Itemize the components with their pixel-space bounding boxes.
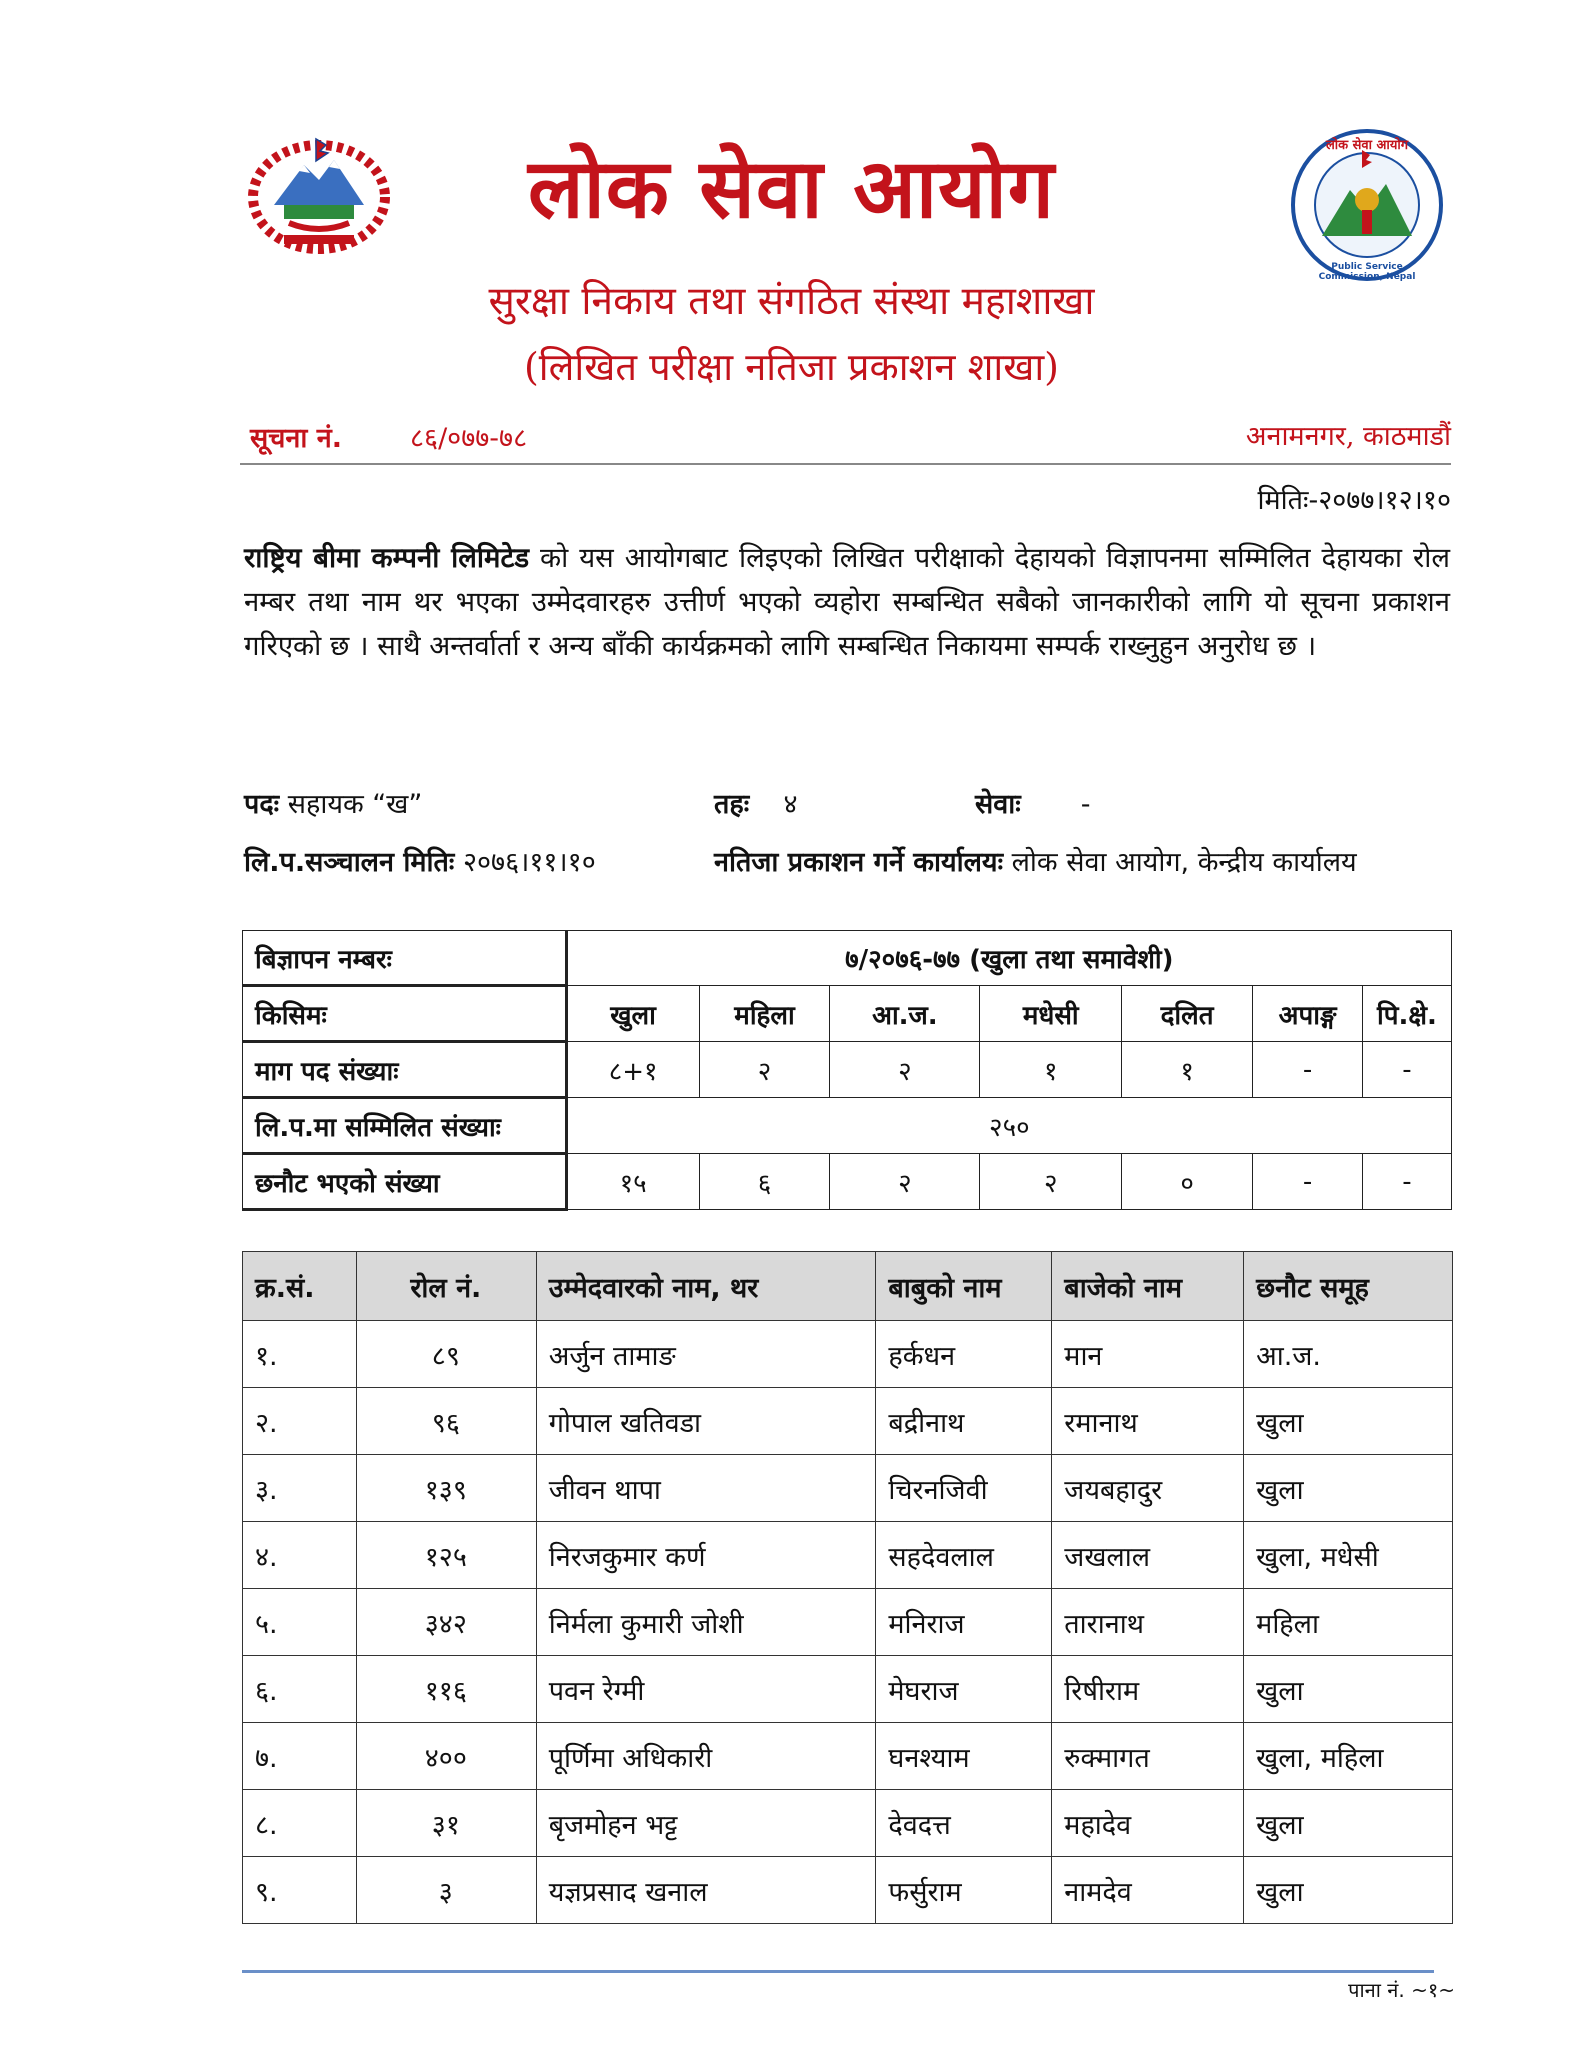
results-table: [242, 1251, 1453, 1924]
notice-paragraph: [244, 536, 1450, 668]
cell-roll: १२५: [356, 1522, 536, 1589]
included-label: लि.प.मा सम्मिलित संख्याः: [243, 1098, 567, 1154]
cell-grandfather: मान: [1052, 1321, 1244, 1388]
selected-cell: १५: [566, 1154, 699, 1210]
cell-father: फर्सुराम: [876, 1857, 1052, 1924]
col-grandfather: बाजेको नाम: [1052, 1252, 1244, 1321]
page-number: पाना नं. ~१~: [1348, 1978, 1455, 2002]
cell-name: निर्मला कुमारी जोशी: [536, 1589, 876, 1656]
cell-roll: ९६: [356, 1388, 536, 1455]
selected-cell: ६: [699, 1154, 830, 1210]
cell-group: महिला: [1244, 1589, 1453, 1656]
table-row: [243, 1321, 1453, 1388]
exam-date-label: लि.प.सञ्चालन मितिः: [244, 847, 455, 878]
cell-serial: ८.: [243, 1790, 357, 1857]
table-row: [243, 1522, 1453, 1589]
cell-group: खुला, महिला: [1244, 1723, 1453, 1790]
col-father: बाबुको नाम: [876, 1252, 1052, 1321]
vacancy-summary-table: [242, 930, 1452, 1211]
post-value: सहायक “ख”: [287, 789, 423, 820]
type-cell: मधेसी: [980, 986, 1122, 1042]
cell-father: हर्कधन: [876, 1321, 1052, 1388]
cell-name: यज्ञप्रसाद खनाल: [536, 1857, 876, 1924]
col-group: छनौट समूह: [1244, 1252, 1453, 1321]
cell-name: पूर्णिमा अधिकारी: [536, 1723, 876, 1790]
cell-name: गोपाल खतिवडा: [536, 1388, 876, 1455]
table-row: [243, 1589, 1453, 1656]
cell-group: खुला, मधेसी: [1244, 1522, 1453, 1589]
cell-roll: ३: [356, 1857, 536, 1924]
level-value: ४: [783, 789, 798, 820]
cell-serial: ४.: [243, 1522, 357, 1589]
cell-roll: १३९: [356, 1455, 536, 1522]
seal-text-en: Public Service Commission, Nepal: [1318, 262, 1416, 282]
cell-father: मेघराज: [876, 1656, 1052, 1723]
division-name: सुरक्षा निकाय तथा संगठित संस्था महाशाखा: [488, 279, 1095, 324]
table-row: [243, 1455, 1453, 1522]
seal-text: लोक सेवा आयोग: [1325, 138, 1409, 153]
cell-serial: ७.: [243, 1723, 357, 1790]
section-name: (लिखित परीक्षा नतिजा प्रकाशन शाखा): [523, 345, 1060, 389]
cell-group: खुला: [1244, 1656, 1453, 1723]
cell-name: अर्जुन तामाङ: [536, 1321, 876, 1388]
selected-cell: ०: [1122, 1154, 1253, 1210]
cell-father: देवदत्त: [876, 1790, 1052, 1857]
level-label: तहः: [714, 789, 750, 820]
cell-father: सहदेवलाल: [876, 1522, 1052, 1589]
office-info: [714, 842, 1357, 879]
type-cell: पि.क्षे.: [1362, 986, 1451, 1042]
cell-father: बद्रीनाथ: [876, 1388, 1052, 1455]
demand-cell: १: [1122, 1042, 1253, 1098]
demand-cell: -: [1362, 1042, 1451, 1098]
exam-date-info: [244, 842, 596, 879]
notice-number: ८६/०७७-७८: [410, 423, 528, 454]
cell-name: निरजकुमार कर्ण: [536, 1522, 876, 1589]
cell-serial: ३.: [243, 1455, 357, 1522]
table-row: [243, 1388, 1453, 1455]
type-cell: महिला: [699, 986, 830, 1042]
col-serial: क्र.सं.: [243, 1252, 357, 1321]
post-info: [244, 784, 422, 821]
table-row: [243, 1857, 1453, 1924]
cell-grandfather: रुक्मागत: [1052, 1723, 1244, 1790]
notice-date: मितिः-२०७७।१२।१०: [1257, 485, 1451, 516]
cell-group: खुला: [1244, 1455, 1453, 1522]
cell-serial: ९.: [243, 1857, 357, 1924]
cell-serial: ५.: [243, 1589, 357, 1656]
cell-father: घनश्याम: [876, 1723, 1052, 1790]
cell-grandfather: नामदेव: [1052, 1857, 1244, 1924]
cell-grandfather: जयबहादुर: [1052, 1455, 1244, 1522]
cell-name: पवन रेग्मी: [536, 1656, 876, 1723]
cell-group: आ.ज.: [1244, 1321, 1453, 1388]
cell-father: मनिराज: [876, 1589, 1052, 1656]
type-cell: खुला: [566, 986, 699, 1042]
cell-grandfather: रिषीराम: [1052, 1656, 1244, 1723]
cell-grandfather: जखलाल: [1052, 1522, 1244, 1589]
table-row: [243, 1723, 1453, 1790]
col-candidate: उम्मेदवारको नाम, थर: [536, 1252, 876, 1321]
cell-roll: ११६: [356, 1656, 536, 1723]
cell-roll: ४००: [356, 1723, 536, 1790]
adv-label: बिज्ञापन नम्बरः: [243, 931, 567, 986]
results-header-row: [243, 1252, 1453, 1321]
type-cell: दलित: [1122, 986, 1253, 1042]
cell-grandfather: तारानाथ: [1052, 1589, 1244, 1656]
footer-divider: [242, 1970, 1434, 1973]
included-value: २५०: [566, 1098, 1451, 1154]
demand-cell: १: [980, 1042, 1122, 1098]
type-label: किसिमः: [243, 986, 567, 1042]
cell-group: खुला: [1244, 1388, 1453, 1455]
table-row: [243, 1790, 1453, 1857]
demand-cell: २: [830, 1042, 980, 1098]
cell-grandfather: रमानाथ: [1052, 1388, 1244, 1455]
post-label: पदः: [244, 789, 280, 820]
cell-roll: ३४२: [356, 1589, 536, 1656]
selected-cell: -: [1253, 1154, 1363, 1210]
cell-serial: २.: [243, 1388, 357, 1455]
demand-cell: २: [699, 1042, 830, 1098]
demand-cell: ८+१: [566, 1042, 699, 1098]
cell-name: जीवन थापा: [536, 1455, 876, 1522]
service-value: -: [1080, 789, 1091, 820]
cell-father: चिरनजिवी: [876, 1455, 1052, 1522]
office-label: नतिजा प्रकाशन गर्ने कार्यालयः: [714, 847, 1004, 878]
col-roll: रोल नं.: [356, 1252, 536, 1321]
level-info: [714, 784, 798, 821]
demand-label: माग पद संख्याः: [243, 1042, 567, 1098]
type-cell: आ.ज.: [830, 986, 980, 1042]
cell-name: बृजमोहन भट्ट: [536, 1790, 876, 1857]
page-title: लोक सेवा आयोग: [528, 141, 1055, 237]
cell-roll: ३१: [356, 1790, 536, 1857]
cell-grandfather: महादेव: [1052, 1790, 1244, 1857]
cell-group: खुला: [1244, 1790, 1453, 1857]
selected-cell: २: [980, 1154, 1122, 1210]
cell-group: खुला: [1244, 1857, 1453, 1924]
service-label: सेवाः: [975, 789, 1021, 820]
paragraph-text: को यस आयोगबाट लिइएको लिखित परीक्षाको देहायको विज्ञापनमा सम्मिलित देहायका रोल नम्बर तथा नाम थर भएका उम्मेदवारहरु उत्तीर्ण भएको व्यहोरा सम्बन्धित सबैको जानकारीको लागि यो सूचना प्रकाशन गरिएको छ । साथै अन्तर्वार्ता र अन्य बाँकी कार्यक्रमको लागि सम्बन्धित निकायमा सम्पर्क राख्नुहुन अनुरोध छ ।: [244, 542, 1451, 662]
adv-value: ७/२०७६-७७ (खुला तथा समावेशी): [566, 931, 1451, 986]
cell-serial: ६.: [243, 1656, 357, 1723]
office-value: लोक सेवा आयोग, केन्द्रीय कार्यालय: [1011, 847, 1357, 878]
service-info: [975, 784, 1091, 821]
company-name: राष्ट्रिय बीमा कम्पनी लिमिटेड: [244, 542, 530, 574]
cell-roll: ८९: [356, 1321, 536, 1388]
cell-serial: १.: [243, 1321, 357, 1388]
selected-label: छनौट भएको संख्या: [243, 1154, 567, 1210]
type-cell: अपाङ्ग: [1253, 986, 1363, 1042]
selected-cell: -: [1362, 1154, 1451, 1210]
address: अनामनगर, काठमाडौं: [1245, 421, 1451, 452]
header-divider: [240, 463, 1451, 465]
demand-cell: -: [1253, 1042, 1363, 1098]
notice-label: सूचना नं.: [250, 423, 343, 454]
table-row: [243, 1656, 1453, 1723]
exam-date-value: २०७६।११।१०: [462, 847, 596, 878]
selected-cell: २: [830, 1154, 980, 1210]
